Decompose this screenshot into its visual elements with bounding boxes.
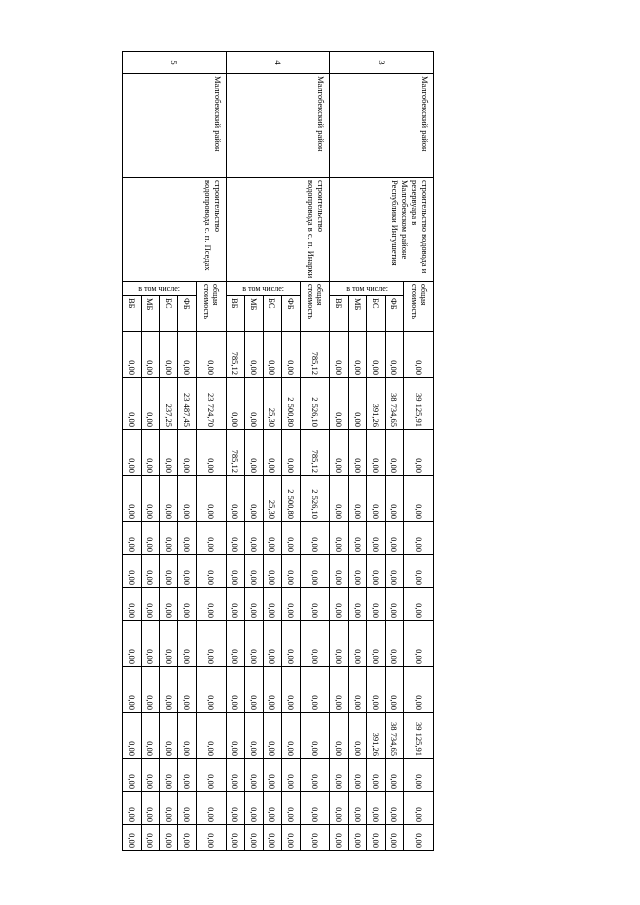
value-cell: 0,00 <box>141 759 159 792</box>
value-cell: 0,00 <box>300 792 330 825</box>
value-cell: 0,00 <box>330 588 348 621</box>
value-cell: 0,00 <box>385 476 403 522</box>
value-cell: 0,00 <box>404 430 434 476</box>
value-cell: 0,00 <box>141 378 159 430</box>
value-cell: 0,00 <box>348 588 366 621</box>
value-cell: 25,30 <box>263 476 281 522</box>
value-cell: 0,00 <box>300 555 330 588</box>
value-cell: 0,00 <box>226 522 244 555</box>
value-cell: 23 724,70 <box>196 378 226 430</box>
value-cell: 0,00 <box>263 621 281 667</box>
value-cell: 0,00 <box>263 522 281 555</box>
district-cell: Малгобекский район <box>330 74 434 178</box>
value-cell: 0,00 <box>263 667 281 713</box>
value-cell: 0,00 <box>141 825 159 851</box>
value-cell: 0,00 <box>300 621 330 667</box>
value-cell: 0,00 <box>404 332 434 378</box>
value-cell: 0,00 <box>282 759 300 792</box>
value-cell: 0,00 <box>348 792 366 825</box>
value-cell: 0,00 <box>160 430 178 476</box>
in-that-number-label: в том числе: <box>138 283 181 293</box>
value-cell: 785,12 <box>300 332 330 378</box>
value-cell: 39 125,91 <box>404 713 434 759</box>
value-cell: 0,00 <box>263 430 281 476</box>
value-cell: 0,00 <box>348 759 366 792</box>
table-row <box>300 52 330 851</box>
value-cell: 391,26 <box>367 713 385 759</box>
value-cell: 0,00 <box>178 667 196 713</box>
value-cell: 0,00 <box>404 792 434 825</box>
value-cell: 0,00 <box>196 825 226 851</box>
value-cell: 0,00 <box>263 759 281 792</box>
value-cell: 0,00 <box>367 825 385 851</box>
value-cell: 0,00 <box>330 792 348 825</box>
in-that-number-label: в том числе: <box>242 283 285 293</box>
value-cell: 0,00 <box>226 667 244 713</box>
value-cell: 0,00 <box>385 792 403 825</box>
value-cell: 0,00 <box>367 430 385 476</box>
value-cell: 0,00 <box>300 522 330 555</box>
value-cell: 0,00 <box>245 621 263 667</box>
value-cell: 0,00 <box>404 825 434 851</box>
value-cell: 237,25 <box>160 378 178 430</box>
rotated-content <box>122 51 434 850</box>
value-cell: 25,30 <box>263 378 281 430</box>
value-cell: 0,00 <box>263 792 281 825</box>
value-cell: 0,00 <box>178 759 196 792</box>
value-cell: 0,00 <box>196 667 226 713</box>
value-cell: 0,00 <box>404 621 434 667</box>
value-cell: 0,00 <box>385 621 403 667</box>
total-cost-label: общая стоимость <box>404 282 434 332</box>
in-that-number-cell <box>226 282 300 296</box>
value-cell: 0,00 <box>245 792 263 825</box>
value-cell: 0,00 <box>348 332 366 378</box>
value-cell: 0,00 <box>196 430 226 476</box>
value-cell: 0,00 <box>160 555 178 588</box>
value-cell: 0,00 <box>245 713 263 759</box>
value-cell: 0,00 <box>330 378 348 430</box>
value-cell: 0,00 <box>178 713 196 759</box>
value-cell: 0,00 <box>404 522 434 555</box>
value-cell: 0,00 <box>226 713 244 759</box>
value-cell: 0,00 <box>141 713 159 759</box>
value-cell: 0,00 <box>263 825 281 851</box>
value-cell: 0,00 <box>404 588 434 621</box>
value-cell: 0,00 <box>282 555 300 588</box>
value-cell: 0,00 <box>178 476 196 522</box>
value-cell: 0,00 <box>385 430 403 476</box>
value-cell: 0,00 <box>367 522 385 555</box>
value-cell: 0,00 <box>300 588 330 621</box>
value-cell: 0,00 <box>404 476 434 522</box>
value-cell: 391,26 <box>367 378 385 430</box>
value-cell: 0,00 <box>300 667 330 713</box>
value-cell: 0,00 <box>330 555 348 588</box>
value-cell: 0,00 <box>282 621 300 667</box>
object-cell: строительство водопровода в с. п. Инарки <box>226 178 330 282</box>
value-cell: 0,00 <box>178 522 196 555</box>
value-cell: 0,00 <box>226 792 244 825</box>
value-cell: 0,00 <box>123 759 142 792</box>
object-cell: строительство водопровода с. п. Пседах <box>123 178 227 282</box>
district-cell: Малгобекский район <box>226 74 330 178</box>
value-cell: 0,00 <box>196 588 226 621</box>
value-cell: 0,00 <box>282 430 300 476</box>
value-cell: 23 487,45 <box>178 378 196 430</box>
value-cell: 0,00 <box>367 588 385 621</box>
value-cell: 0,00 <box>348 378 366 430</box>
value-cell: 0,00 <box>330 522 348 555</box>
value-cell: 0,00 <box>141 792 159 825</box>
value-cell: 0,00 <box>300 759 330 792</box>
value-cell: 0,00 <box>385 522 403 555</box>
value-cell: 0,00 <box>263 555 281 588</box>
value-cell: 0,00 <box>123 522 142 555</box>
value-cell: 0,00 <box>123 713 142 759</box>
value-cell: 0,00 <box>330 476 348 522</box>
value-cell: 38 734,65 <box>385 378 403 430</box>
value-cell: 0,00 <box>160 621 178 667</box>
value-cell: 0,00 <box>348 621 366 667</box>
value-cell: 0,00 <box>245 759 263 792</box>
funding-source-cell: БС <box>160 296 178 332</box>
value-cell: 0,00 <box>348 667 366 713</box>
value-cell: 0,00 <box>160 792 178 825</box>
value-cell: 0,00 <box>141 476 159 522</box>
row-number-cell: 3 <box>330 52 434 74</box>
funding-source-cell: ФБ <box>282 296 300 332</box>
value-cell: 0,00 <box>245 430 263 476</box>
value-cell: 0,00 <box>348 713 366 759</box>
value-cell: 0,00 <box>141 588 159 621</box>
value-cell: 0,00 <box>160 476 178 522</box>
value-cell: 0,00 <box>348 430 366 476</box>
value-cell: 0,00 <box>123 555 142 588</box>
value-cell: 0,00 <box>196 476 226 522</box>
value-cell: 0,00 <box>330 825 348 851</box>
total-cost-label: общая стоимость <box>196 282 226 332</box>
value-cell: 0,00 <box>226 759 244 792</box>
value-cell: 0,00 <box>123 588 142 621</box>
funding-source-cell: МБ <box>141 296 159 332</box>
value-cell: 0,00 <box>226 476 244 522</box>
value-cell: 0,00 <box>226 825 244 851</box>
value-cell: 0,00 <box>300 825 330 851</box>
value-cell: 0,00 <box>330 667 348 713</box>
funding-source-cell: ВБ <box>226 296 244 332</box>
value-cell: 0,00 <box>178 555 196 588</box>
value-cell: 0,00 <box>263 332 281 378</box>
value-cell: 0,00 <box>245 378 263 430</box>
value-cell: 0,00 <box>160 825 178 851</box>
value-cell: 0,00 <box>160 588 178 621</box>
value-cell: 0,00 <box>385 588 403 621</box>
value-cell: 0,00 <box>141 621 159 667</box>
value-cell: 0,00 <box>245 476 263 522</box>
value-cell: 785,12 <box>300 430 330 476</box>
value-cell: 0,00 <box>123 332 142 378</box>
table-row <box>196 52 226 851</box>
value-cell: 0,00 <box>178 430 196 476</box>
funding-source-cell: БС <box>263 296 281 332</box>
value-cell: 0,00 <box>196 621 226 667</box>
value-cell: 0,00 <box>367 332 385 378</box>
value-cell: 2 526,10 <box>300 378 330 430</box>
value-cell: 0,00 <box>385 759 403 792</box>
value-cell: 0,00 <box>141 332 159 378</box>
value-cell: 0,00 <box>282 522 300 555</box>
value-cell: 0,00 <box>123 792 142 825</box>
value-cell: 0,00 <box>245 667 263 713</box>
value-cell: 0,00 <box>300 713 330 759</box>
value-cell: 0,00 <box>367 667 385 713</box>
value-cell: 0,00 <box>385 667 403 713</box>
value-cell: 0,00 <box>367 476 385 522</box>
value-cell: 0,00 <box>263 588 281 621</box>
object-cell: строительство водовода и резервуара в Малгобекском районе Республики Ингушетия <box>330 178 434 282</box>
value-cell: 0,00 <box>245 825 263 851</box>
value-cell: 0,00 <box>282 667 300 713</box>
value-cell: 0,00 <box>141 667 159 713</box>
value-cell: 0,00 <box>245 588 263 621</box>
value-cell: 0,00 <box>348 555 366 588</box>
value-cell: 0,00 <box>330 332 348 378</box>
table-row <box>404 52 434 851</box>
funding-source-cell: МБ <box>348 296 366 332</box>
value-cell: 0,00 <box>196 332 226 378</box>
value-cell: 785,12 <box>226 430 244 476</box>
row-number-cell: 4 <box>226 52 330 74</box>
funding-source-cell: БС <box>367 296 385 332</box>
value-cell: 0,00 <box>282 825 300 851</box>
value-cell: 0,00 <box>196 792 226 825</box>
value-cell: 0,00 <box>367 555 385 588</box>
value-cell: 0,00 <box>178 825 196 851</box>
value-cell: 0,00 <box>196 713 226 759</box>
value-cell: 0,00 <box>330 430 348 476</box>
value-cell: 0,00 <box>123 621 142 667</box>
value-cell: 0,00 <box>123 430 142 476</box>
funding-source-cell: ВБ <box>123 296 142 332</box>
funding-source-cell: ФБ <box>385 296 403 332</box>
district-cell: Малгобекский район <box>123 74 227 178</box>
value-cell: 0,00 <box>330 713 348 759</box>
value-cell: 0,00 <box>404 759 434 792</box>
value-cell: 0,00 <box>282 588 300 621</box>
value-cell: 0,00 <box>282 792 300 825</box>
value-cell: 0,00 <box>226 378 244 430</box>
row-number-cell: 5 <box>123 52 227 74</box>
value-cell: 2 526,10 <box>300 476 330 522</box>
value-cell: 0,00 <box>282 332 300 378</box>
value-cell: 0,00 <box>178 621 196 667</box>
in-that-number-cell <box>123 282 197 296</box>
value-cell: 0,00 <box>123 667 142 713</box>
value-cell: 0,00 <box>330 759 348 792</box>
budget-table <box>122 51 434 851</box>
value-cell: 0,00 <box>178 588 196 621</box>
value-cell: 2 500,80 <box>282 378 300 430</box>
value-cell: 785,12 <box>226 332 244 378</box>
value-cell: 2 500,80 <box>282 476 300 522</box>
value-cell: 0,00 <box>178 792 196 825</box>
value-cell: 0,00 <box>141 522 159 555</box>
total-cost-label: общая стоимость <box>300 282 330 332</box>
funding-source-cell: МБ <box>245 296 263 332</box>
funding-source-cell: ВБ <box>330 296 348 332</box>
value-cell: 0,00 <box>385 825 403 851</box>
value-cell: 0,00 <box>196 759 226 792</box>
value-cell: 38 734,65 <box>385 713 403 759</box>
in-that-number-cell <box>330 282 404 296</box>
rotated-page <box>122 51 434 850</box>
value-cell: 0,00 <box>404 555 434 588</box>
value-cell: 0,00 <box>245 332 263 378</box>
value-cell: 0,00 <box>367 759 385 792</box>
value-cell: 0,00 <box>196 555 226 588</box>
funding-source-cell: ФБ <box>178 296 196 332</box>
value-cell: 0,00 <box>263 713 281 759</box>
value-cell: 0,00 <box>226 555 244 588</box>
value-cell: 0,00 <box>160 667 178 713</box>
value-cell: 0,00 <box>367 621 385 667</box>
in-that-number-label: в том числе: <box>345 283 388 293</box>
table-body <box>123 52 434 851</box>
value-cell: 0,00 <box>348 825 366 851</box>
value-cell: 0,00 <box>141 555 159 588</box>
value-cell: 0,00 <box>226 588 244 621</box>
value-cell: 0,00 <box>330 621 348 667</box>
value-cell: 0,00 <box>160 332 178 378</box>
value-cell: 0,00 <box>160 713 178 759</box>
value-cell: 0,00 <box>160 522 178 555</box>
value-cell: 0,00 <box>348 522 366 555</box>
value-cell: 0,00 <box>196 522 226 555</box>
value-cell: 0,00 <box>160 759 178 792</box>
value-cell: 0,00 <box>123 378 142 430</box>
value-cell: 0,00 <box>245 522 263 555</box>
value-cell: 0,00 <box>404 667 434 713</box>
value-cell: 0,00 <box>348 476 366 522</box>
value-cell: 0,00 <box>123 476 142 522</box>
value-cell: 0,00 <box>282 713 300 759</box>
value-cell: 0,00 <box>245 555 263 588</box>
value-cell: 0,00 <box>367 792 385 825</box>
value-cell: 0,00 <box>385 332 403 378</box>
value-cell: 0,00 <box>123 825 142 851</box>
value-cell: 0,00 <box>385 555 403 588</box>
value-cell: 39 125,91 <box>404 378 434 430</box>
value-cell: 0,00 <box>141 430 159 476</box>
value-cell: 0,00 <box>226 621 244 667</box>
value-cell: 0,00 <box>178 332 196 378</box>
